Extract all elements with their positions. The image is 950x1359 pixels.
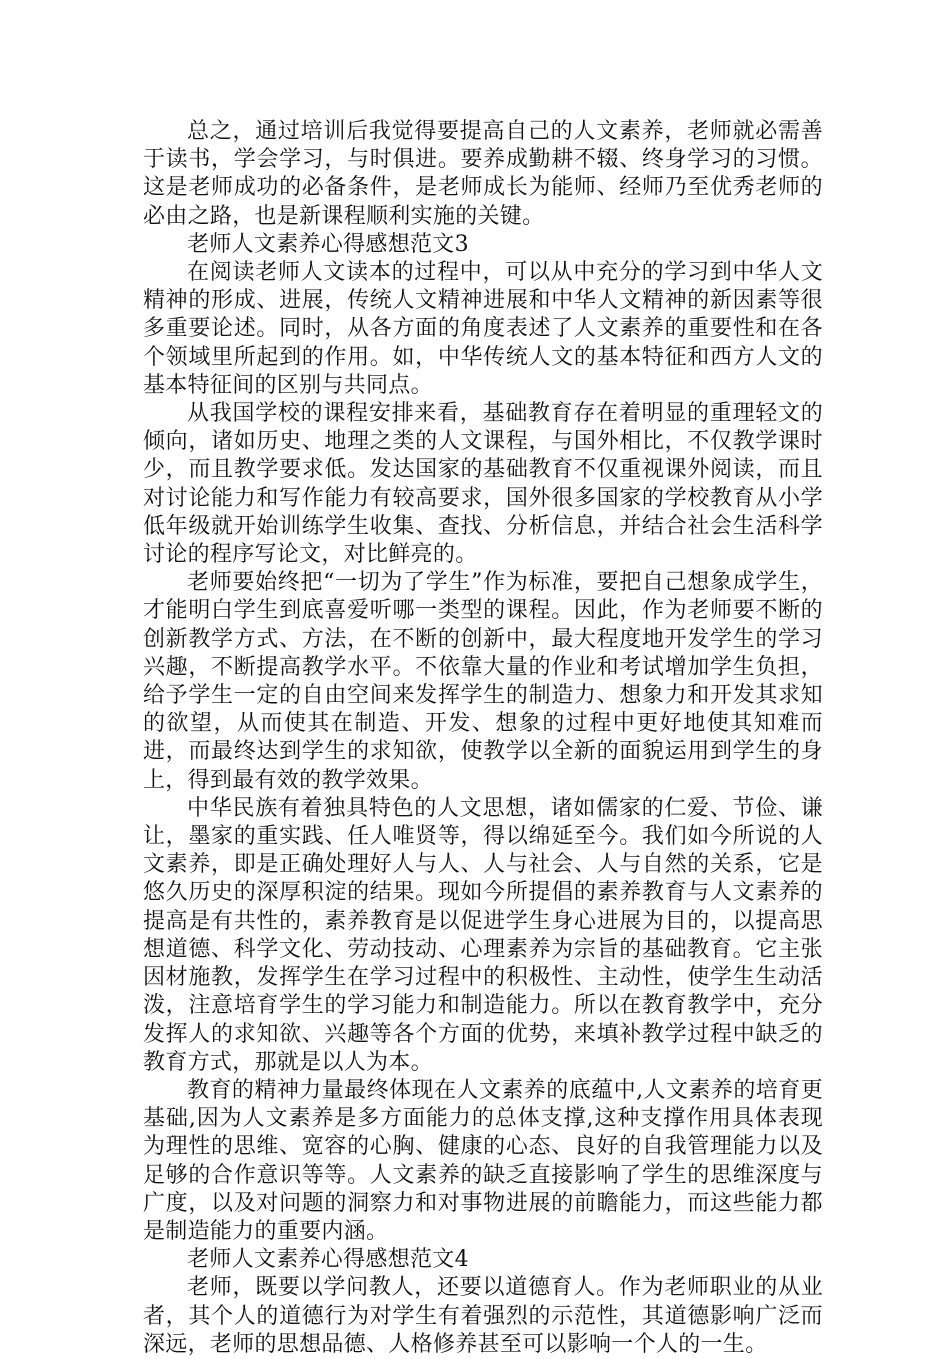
paragraph-reading: 在阅读老师人文读本的过程中，可以从中充分的学习到中华人文精神的形成、进展，传统人文精神进展和中华人文精神的新因素等很多重要论述。同时，从各方面的角度表述了人文素养的重要性和在各个领域里所起到的作用。如，中华传统人文的基本特征和西方人文的基本特征间的区别与共同点。 (143, 260, 823, 398)
paragraph-teacher-morality: 老师，既要以学问教人，还要以道德育人。作为老师职业的从业者，其个人的道德行为对学生有着强烈的示范性，其道德影响广泛而深远，老师的思想品德、人格修养甚至可以影响一个人的一生。 (143, 1275, 823, 1357)
section-heading-4: 老师人文素养心得感想范文4 (187, 1247, 469, 1273)
paragraph-curriculum: 从我国学校的课程安排来看，基础教育存在着明显的重理轻文的倾向，诸如历史、地理之类的人文课程，与国外相比，不仅教学课时少，而且教学要求低。发达国家的基础教育不仅重视课外阅读，而且对讨论能力和写作能力有较高要求，国外很多国家的学校教育从小学低年级就开始训练学生收集、查找、分析信息，并结合社会生活科学讨论的程序写论文，对比鲜亮的。 (143, 401, 823, 568)
paragraph-conclusion: 总之，通过培训后我觉得要提高自己的人文素养，老师就必需善于读书，学会学习，与时俱进。要养成勤耕不辍、终身学习的习惯。这是老师成功的必备条件，是老师成长为能师、经师乃至优秀老师的必由之路，也是新课程顺利实施的关键。 (143, 119, 823, 229)
paragraph-spiritual-power: 教育的精神力量最终体现在人文素养的底蕴中,人文素养的培育更基础,因为人文素养是多方面能力的总体支撑,这种支撑作用具体表现为理性的思维、宽容的心胸、健康的心态、良好的自我管理能力以及足够的合作意识等等。人文素养的缺乏直接影响了学生的思维深度与广度，以及对问题的洞察力和对事物进展的前瞻能力，而这些能力都是制造能力的重要内涵。 (143, 1077, 823, 1244)
paragraph-student-centered: 老师要始终把“一切为了学生”作为标准，要把自己想象成学生，才能明白学生到底喜爱听哪一类型的课程。因此，作为老师要不断的创新教学方式、方法，在不断的创新中，最大程度地开发学生的学习兴趣，不断提高教学水平。不依靠大量的作业和考试增加学生负担，给予学生一定的自由空间来发挥学生的制造力、想象力和开发其求知的欲望，从而使其在制造、开发、想象的过程中更好地使其知难而进，而最终达到学生的求知欲，使教学以全新的面貌运用到学生的身上，得到最有效的教学效果。 (143, 570, 823, 793)
section-heading-3: 老师人文素养心得感想范文3 (187, 231, 469, 257)
paragraph-chinese-thought: 中华民族有着独具特色的人文思想，诸如儒家的仁爱、节俭、谦让，墨家的重实践、任人唯贤等，得以绵延至今。我们如今所说的人文素养，即是正确处理好人与人、人与社会、人与自然的关系，它是悠久历史的深厚积淀的结果。现如今所提倡的素养教育与人文素养的提高是有共性的，素养教育是以促进学生身心进展为目的，以提高思想道德、科学文化、劳动技动、心理素养为宗旨的基础教育。它主张因材施教，发挥学生在学习过程中的积极性、主动性，使学生生动活泼，注意培育学生的学习能力和制造能力。所以在教育教学中，充分发挥人的求知欲、兴趣等各个方面的优势，来填补教学过程中缺乏的教育方式，那就是以人为本。 (143, 795, 823, 1075)
document-page (143, 118, 823, 1359)
